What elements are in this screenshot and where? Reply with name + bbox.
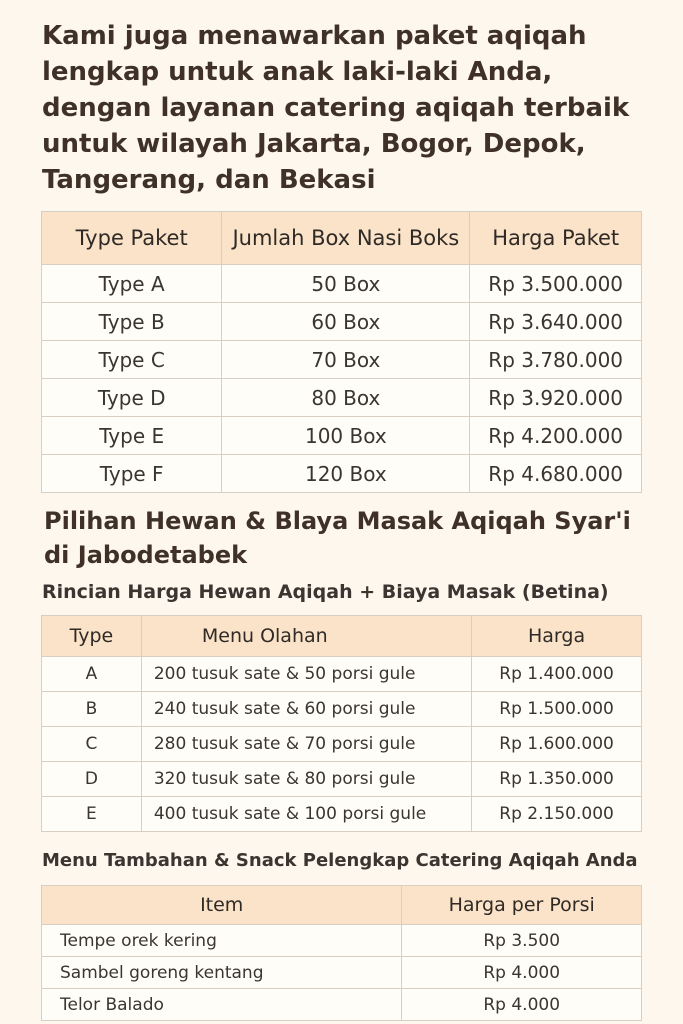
- table-cell: Type F: [42, 455, 222, 493]
- table-cell: Type D: [42, 379, 222, 417]
- table-cell: A: [42, 657, 142, 692]
- table-row: [42, 727, 642, 762]
- column-header: Type: [42, 616, 142, 657]
- table-row: [42, 762, 642, 797]
- table-row: [42, 657, 642, 692]
- table-cell: 240 tusuk sate & 60 porsi gule: [141, 692, 471, 727]
- table-row: [42, 692, 642, 727]
- table-cell: 320 tusuk sate & 80 porsi gule: [141, 762, 471, 797]
- table-row: [42, 265, 642, 303]
- table-cell: Sambel goreng kentang: [42, 957, 402, 989]
- table-cell: Rp 4.000: [402, 957, 642, 989]
- snack-section-title: Menu Tambahan & Snack Pelengkap Catering Aqiqah Anda: [42, 850, 638, 871]
- table-row: [42, 379, 642, 417]
- column-header: Type Paket: [42, 212, 222, 265]
- table-cell: 50 Box: [222, 265, 470, 303]
- table-cell: Rp 3.640.000: [470, 303, 642, 341]
- column-header: Harga Paket: [470, 212, 642, 265]
- table-cell: Rp 3.500.000: [470, 265, 642, 303]
- table-cell: E: [42, 797, 142, 832]
- table-row: [42, 989, 642, 1021]
- table-cell: D: [42, 762, 142, 797]
- column-header: Harga: [472, 616, 642, 657]
- column-header: Jumlah Box Nasi Boks: [222, 212, 470, 265]
- table-cell: Tempe orek kering: [42, 925, 402, 957]
- table-cell: 80 Box: [222, 379, 470, 417]
- section-title: Pilihan Hewan & Blaya Masak Aqiqah Syar'i di Jabodetabek: [44, 507, 631, 569]
- table-cell: 100 Box: [222, 417, 470, 455]
- table-cell: Rp 1.600.000: [472, 727, 642, 762]
- table-cell: Type A: [42, 265, 222, 303]
- table-cell: Type B: [42, 303, 222, 341]
- table-row: [42, 341, 642, 379]
- table-cell: Rp 3.780.000: [470, 341, 642, 379]
- table-row: [42, 417, 642, 455]
- table-cell: 60 Box: [222, 303, 470, 341]
- table-cell: B: [42, 692, 142, 727]
- table-row: [42, 797, 642, 832]
- column-header: Menu Olahan: [141, 616, 471, 657]
- table-cell: 400 tusuk sate & 100 porsi gule: [141, 797, 471, 832]
- intro-heading: Kami juga menawarkan paket aqiqah lengkap untuk anak laki-laki Anda, dengan layanan catering aqiqah terbaik untuk wilayah Jakarta, Bogor, Depok, Tangerang, dan Bekasi: [42, 21, 630, 195]
- table-cell: 70 Box: [222, 341, 470, 379]
- table-cell: Rp 4.680.000: [470, 455, 642, 493]
- column-header: Harga per Porsi: [402, 886, 642, 925]
- table-cell: Rp 1.400.000: [472, 657, 642, 692]
- column-header: Item: [42, 886, 402, 925]
- paket-table: [41, 211, 642, 493]
- table-cell: Rp 3.920.000: [470, 379, 642, 417]
- table-cell: Rp 2.150.000: [472, 797, 642, 832]
- section-subtitle: Rincian Harga Hewan Aqiqah + Biaya Masak (Betina): [42, 581, 609, 603]
- table-row: [42, 303, 642, 341]
- table-row: [42, 925, 642, 957]
- table-header-row: [42, 212, 642, 265]
- table-cell: Telor Balado: [42, 989, 402, 1021]
- table-cell: Rp 1.500.000: [472, 692, 642, 727]
- table-header-row: [42, 886, 642, 925]
- hewan-table: [41, 615, 642, 832]
- table-cell: 280 tusuk sate & 70 porsi gule: [141, 727, 471, 762]
- table-cell: Rp 4.000: [402, 989, 642, 1021]
- table-cell: Rp 1.350.000: [472, 762, 642, 797]
- table-cell: Type E: [42, 417, 222, 455]
- snack-table: [41, 885, 642, 1021]
- table-row: [42, 455, 642, 493]
- table-cell: C: [42, 727, 142, 762]
- table-cell: Rp 3.500: [402, 925, 642, 957]
- table-cell: 200 tusuk sate & 50 porsi gule: [141, 657, 471, 692]
- table-row: [42, 957, 642, 989]
- table-cell: 120 Box: [222, 455, 470, 493]
- table-cell: Type C: [42, 341, 222, 379]
- table-cell: Rp 4.200.000: [470, 417, 642, 455]
- table-header-row: [42, 616, 642, 657]
